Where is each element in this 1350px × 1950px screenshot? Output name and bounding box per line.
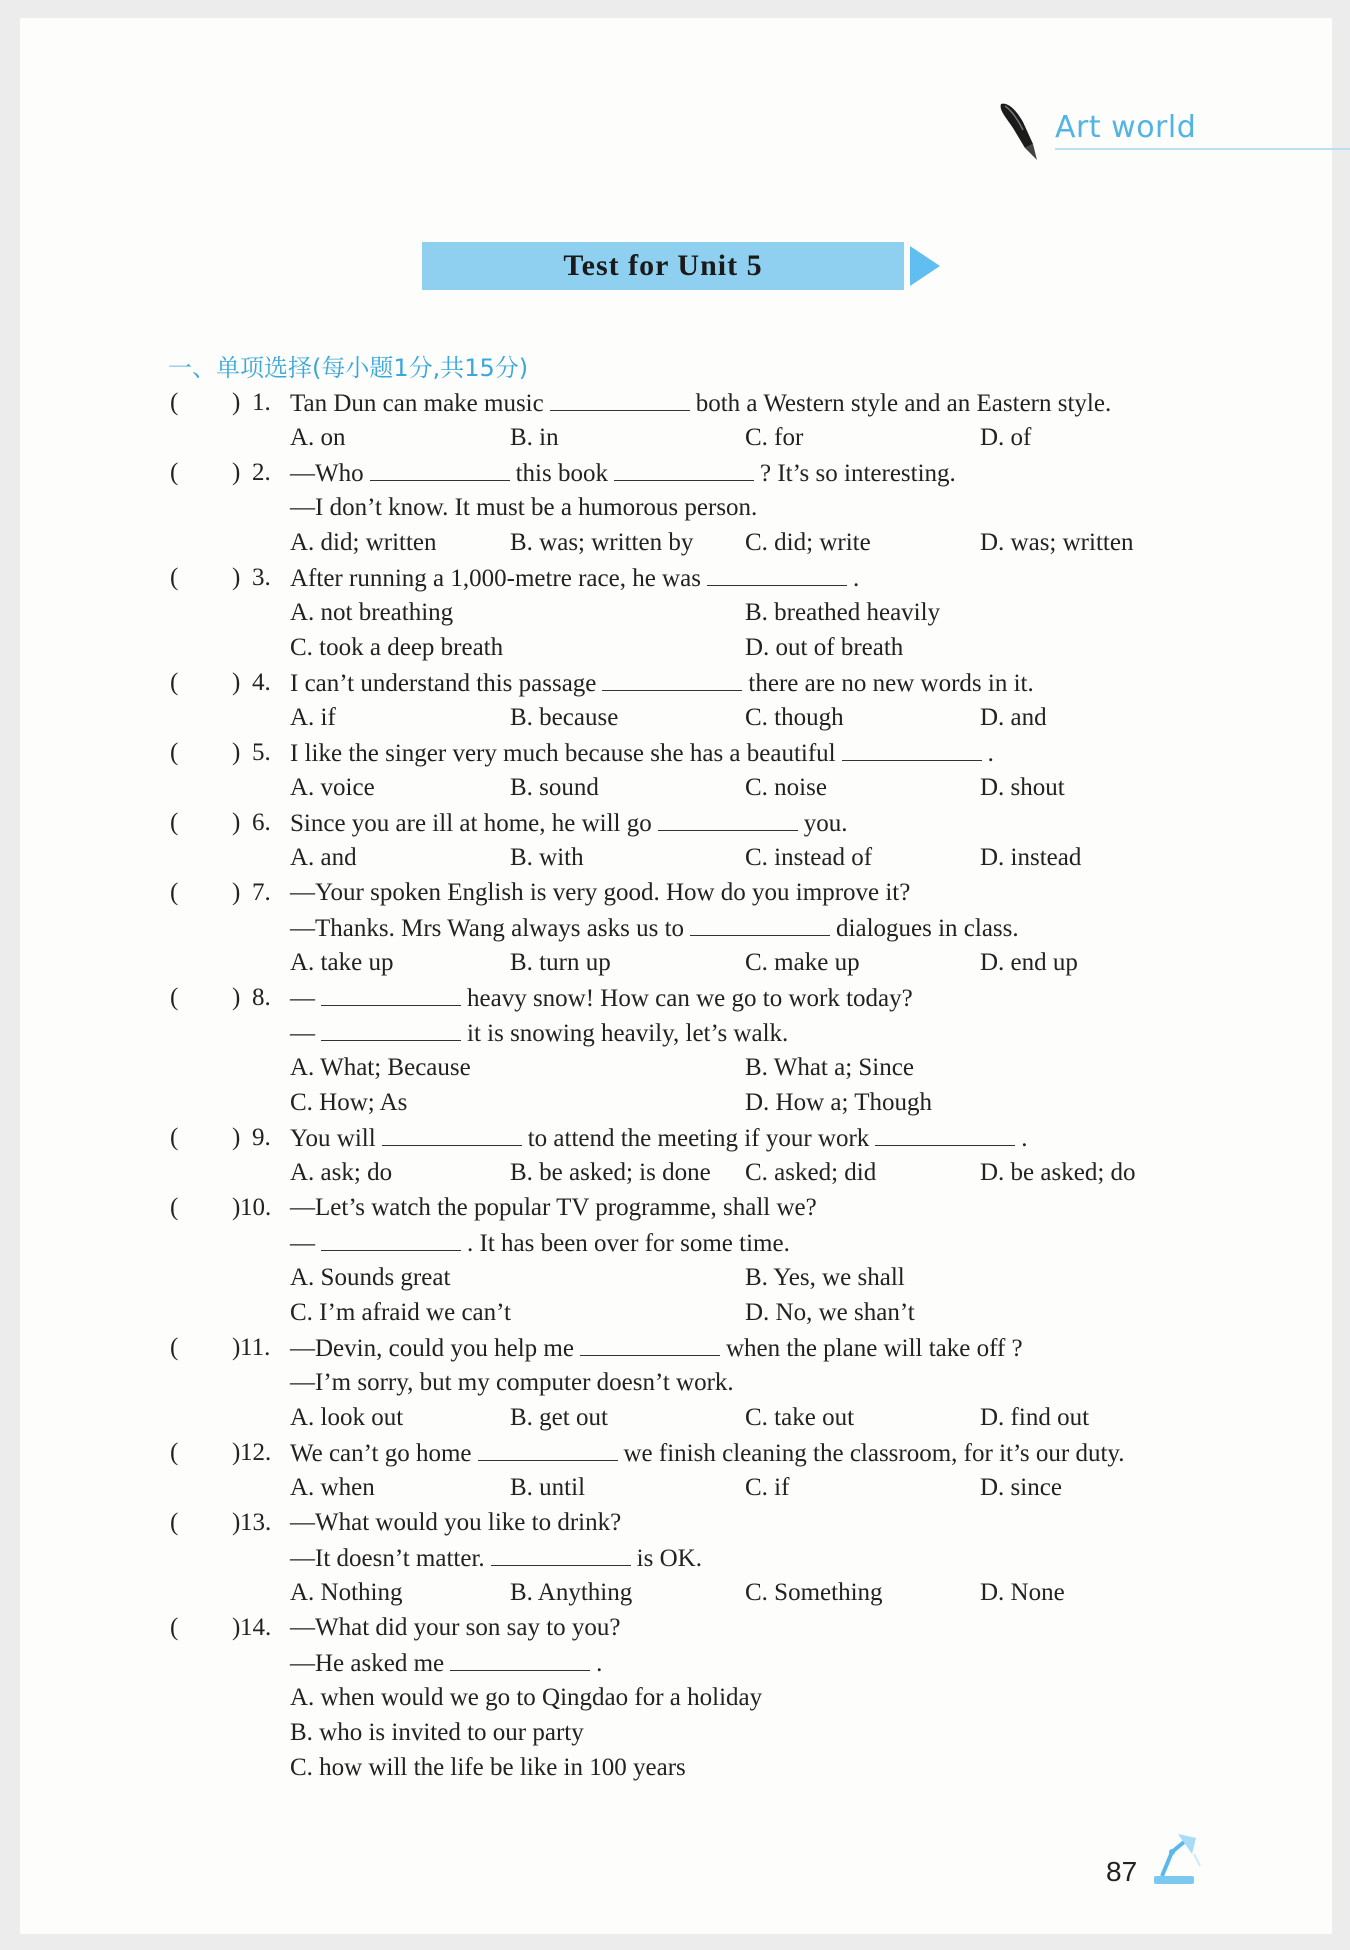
stem-text: We can’t go home bbox=[290, 1440, 472, 1467]
stem-text: I like the singer very much because she has a beautiful bbox=[290, 740, 836, 767]
question-number: 9. bbox=[252, 1124, 271, 1151]
question-number: 8. bbox=[252, 984, 271, 1011]
stem-text: —Your spoken English is very good. How do you improve it? bbox=[290, 879, 911, 906]
answer-blank[interactable] bbox=[321, 1228, 461, 1251]
banner-arrow-icon bbox=[910, 246, 940, 286]
option-choice[interactable]: A. did; written bbox=[290, 529, 437, 556]
option-choice[interactable]: C. I’m afraid we can’t bbox=[290, 1299, 511, 1326]
option-choice[interactable]: C. Something bbox=[745, 1579, 883, 1606]
option-choice[interactable]: B. was; written by bbox=[510, 529, 694, 556]
test-title: Test for Unit 5 bbox=[563, 249, 763, 282]
stem-text: ? It’s so interesting. bbox=[759, 460, 956, 487]
answer-blank[interactable] bbox=[491, 1543, 631, 1566]
answer-bracket-open: ( bbox=[170, 1334, 179, 1361]
question-number: 5. bbox=[252, 739, 271, 766]
answer-bracket-open: ( bbox=[170, 1194, 179, 1221]
option-choice[interactable]: A. voice bbox=[290, 774, 375, 801]
question-number: 6. bbox=[252, 809, 271, 836]
stem-text: — bbox=[290, 985, 315, 1012]
option-choice[interactable]: C. if bbox=[745, 1474, 790, 1501]
option-choice[interactable]: B. breathed heavily bbox=[745, 599, 941, 626]
answer-bracket-close: ) bbox=[232, 809, 241, 836]
option-choice[interactable]: D. be asked; do bbox=[980, 1159, 1136, 1186]
question-stem bbox=[290, 1193, 817, 1223]
option-choice[interactable]: C. did; write bbox=[745, 529, 871, 556]
answer-blank[interactable] bbox=[707, 563, 847, 586]
option-choice[interactable]: B. What a; Since bbox=[745, 1054, 914, 1081]
option-choice[interactable]: C. noise bbox=[745, 774, 827, 801]
answer-bracket-open: ( bbox=[170, 1124, 179, 1151]
answer-bracket-close: ) bbox=[232, 389, 241, 416]
stem-text: there are no new words in it. bbox=[748, 670, 1034, 697]
answer-blank[interactable] bbox=[842, 738, 982, 761]
unit-header bbox=[995, 100, 1350, 170]
option-choice[interactable]: B. because bbox=[510, 704, 619, 731]
answer-bracket-close: ) bbox=[232, 879, 241, 906]
stem-text: this book bbox=[515, 460, 608, 487]
option-choice[interactable]: A. take up bbox=[290, 949, 394, 976]
option-choice[interactable]: D. shout bbox=[980, 774, 1065, 801]
question-stem bbox=[290, 808, 847, 839]
dialogue-text: dialogues in class. bbox=[836, 915, 1019, 942]
unit-title: Art world bbox=[1055, 110, 1197, 145]
option-choice[interactable]: C. make up bbox=[745, 949, 860, 976]
question-stem bbox=[290, 668, 1034, 699]
option-choice[interactable]: B. Anything bbox=[510, 1579, 633, 1606]
answer-bracket-open: ( bbox=[170, 564, 179, 591]
question-stem bbox=[290, 1333, 1023, 1364]
lamp-icon bbox=[1148, 1828, 1208, 1888]
dialogue-text: —It doesn’t matter. bbox=[290, 1545, 485, 1572]
option-choice[interactable]: B. turn up bbox=[510, 949, 611, 976]
question-number: 3. bbox=[252, 564, 271, 591]
stem-text: when the plane will take off ? bbox=[725, 1335, 1023, 1362]
option-choice[interactable]: C. take out bbox=[745, 1404, 855, 1431]
answer-bracket-close: ) bbox=[232, 739, 241, 766]
question-stem bbox=[290, 458, 956, 489]
question-number: 4. bbox=[252, 669, 271, 696]
option-choice[interactable]: D. How a; Though bbox=[745, 1089, 933, 1116]
answer-bracket-close: ) bbox=[232, 984, 241, 1011]
answer-blank[interactable] bbox=[602, 668, 742, 691]
answer-bracket-close: ) bbox=[232, 669, 241, 696]
dialogue-text: —I don’t know. It must be a humorous person. bbox=[290, 494, 758, 521]
dialogue-text: it is snowing heavily, let’s walk. bbox=[467, 1020, 789, 1047]
question-dialogue bbox=[290, 1648, 602, 1679]
stem-text: Tan Dun can make music bbox=[290, 390, 544, 417]
stem-text: You will bbox=[290, 1125, 376, 1152]
stem-text: —What would you like to drink? bbox=[290, 1509, 622, 1536]
answer-blank[interactable] bbox=[450, 1648, 590, 1671]
option-choice[interactable]: D. out of breath bbox=[745, 634, 904, 661]
option-choice[interactable]: D. since bbox=[980, 1474, 1062, 1501]
stem-text: we finish cleaning the classroom, for it’s our duty. bbox=[623, 1440, 1125, 1467]
answer-bracket-close: ) bbox=[232, 1614, 241, 1641]
stem-text: —Let’s watch the popular TV programme, shall we? bbox=[290, 1194, 817, 1221]
question-number: 14. bbox=[240, 1614, 272, 1641]
answer-blank[interactable] bbox=[614, 458, 754, 481]
answer-bracket-open: ( bbox=[170, 984, 179, 1011]
answer-bracket-open: ( bbox=[170, 1509, 179, 1536]
option-choice[interactable]: A. and bbox=[290, 844, 357, 871]
answer-bracket-close: ) bbox=[232, 459, 241, 486]
option-choice[interactable]: D. No, we shan’t bbox=[745, 1299, 915, 1326]
answer-bracket-open: ( bbox=[170, 879, 179, 906]
answer-blank[interactable] bbox=[382, 1123, 522, 1146]
question-number: 12. bbox=[240, 1439, 272, 1466]
answer-blank[interactable] bbox=[321, 983, 461, 1006]
answer-blank[interactable] bbox=[658, 808, 798, 831]
question-dialogue bbox=[290, 1543, 702, 1574]
answer-bracket-open: ( bbox=[170, 1614, 179, 1641]
answer-blank[interactable] bbox=[690, 913, 830, 936]
banner-bar bbox=[422, 242, 904, 290]
option-choice[interactable]: D. end up bbox=[980, 949, 1078, 976]
stem-text: heavy snow! How can we go to work today? bbox=[467, 985, 913, 1012]
workbook-page bbox=[20, 18, 1332, 1934]
header-divider bbox=[1055, 148, 1350, 150]
option-choice[interactable]: C. how will the life be like in 100 years bbox=[290, 1754, 686, 1781]
option-choice[interactable]: A. if bbox=[290, 704, 336, 731]
question-stem bbox=[290, 1438, 1125, 1469]
option-choice[interactable]: D. of bbox=[980, 424, 1032, 451]
question-number: 1. bbox=[252, 389, 271, 416]
option-choice[interactable]: C. though bbox=[745, 704, 844, 731]
stem-text: . bbox=[987, 740, 994, 767]
stem-text: both a Western style and an Eastern style. bbox=[695, 390, 1112, 417]
option-choice[interactable]: D. was; written bbox=[980, 529, 1134, 556]
answer-blank[interactable] bbox=[370, 458, 510, 481]
option-choice[interactable]: B. who is invited to our party bbox=[290, 1719, 584, 1746]
answer-bracket-close: ) bbox=[232, 1334, 241, 1361]
question-dialogue bbox=[290, 1228, 790, 1259]
stem-text: —What did your son say to you? bbox=[290, 1614, 621, 1641]
dialogue-text: is OK. bbox=[636, 1545, 702, 1572]
option-choice[interactable]: A. on bbox=[290, 424, 346, 451]
dialogue-text: . bbox=[596, 1650, 603, 1677]
option-choice[interactable]: A. when bbox=[290, 1474, 375, 1501]
dialogue-text: — bbox=[290, 1020, 315, 1047]
option-choice[interactable]: A. Nothing bbox=[290, 1579, 403, 1606]
question-number: 11. bbox=[240, 1334, 271, 1361]
option-choice[interactable]: B. sound bbox=[510, 774, 599, 801]
dialogue-text: . It has been over for some time. bbox=[467, 1230, 790, 1257]
dialogue-text: —Thanks. Mrs Wang always asks us to bbox=[290, 915, 685, 942]
option-choice[interactable]: A. look out bbox=[290, 1404, 404, 1431]
option-choice[interactable]: A. not breathing bbox=[290, 599, 454, 626]
option-choice[interactable]: D. and bbox=[980, 704, 1047, 731]
pen-icon bbox=[995, 100, 1041, 166]
answer-bracket-open: ( bbox=[170, 739, 179, 766]
question-dialogue bbox=[290, 493, 757, 523]
stem-text: After running a 1,000-metre race, he was bbox=[290, 565, 701, 592]
option-choice[interactable]: A. when would we go to Qingdao for a holiday bbox=[290, 1684, 763, 1711]
question-dialogue bbox=[290, 1018, 788, 1049]
question-stem bbox=[290, 1508, 621, 1538]
question-stem bbox=[290, 878, 910, 908]
question-stem bbox=[290, 983, 913, 1014]
option-choice[interactable]: B. get out bbox=[510, 1404, 608, 1431]
dialogue-text: — bbox=[290, 1230, 315, 1257]
stem-text: . bbox=[1021, 1125, 1028, 1152]
question-stem bbox=[290, 388, 1111, 419]
dialogue-text: —I’m sorry, but my computer doesn’t work. bbox=[290, 1369, 734, 1396]
option-choice[interactable]: B. until bbox=[510, 1474, 586, 1501]
option-choice[interactable]: B. Yes, we shall bbox=[745, 1264, 905, 1291]
answer-bracket-close: ) bbox=[232, 564, 241, 591]
stem-text: I can’t understand this passage bbox=[290, 670, 597, 697]
option-choice[interactable]: A. What; Because bbox=[290, 1054, 471, 1081]
test-title-banner bbox=[422, 242, 942, 296]
option-choice[interactable]: A. ask; do bbox=[290, 1159, 393, 1186]
option-choice[interactable]: B. with bbox=[510, 844, 584, 871]
answer-bracket-close: ) bbox=[232, 1124, 241, 1151]
question-number: 13. bbox=[240, 1509, 272, 1536]
answer-bracket-close: ) bbox=[232, 1194, 241, 1221]
answer-bracket-open: ( bbox=[170, 669, 179, 696]
option-choice[interactable]: C. asked; did bbox=[745, 1159, 877, 1186]
answer-blank[interactable] bbox=[875, 1123, 1015, 1146]
answer-bracket-close: ) bbox=[232, 1439, 241, 1466]
answer-bracket-open: ( bbox=[170, 1439, 179, 1466]
option-choice[interactable]: D. None bbox=[980, 1579, 1065, 1606]
option-choice[interactable]: C. How; As bbox=[290, 1089, 408, 1116]
question-number: 2. bbox=[252, 459, 271, 486]
page-number: 87 bbox=[1106, 1856, 1138, 1887]
option-choice[interactable]: D. instead bbox=[980, 844, 1082, 871]
stem-text: Since you are ill at home, he will go bbox=[290, 810, 652, 837]
question-stem bbox=[290, 563, 859, 594]
question-number: 7. bbox=[252, 879, 271, 906]
option-choice[interactable]: C. took a deep breath bbox=[290, 634, 504, 661]
stem-text: —Who bbox=[290, 460, 364, 487]
section-heading: 一、单项选择(每小题1分,共15分) bbox=[168, 354, 529, 382]
option-choice[interactable]: C. for bbox=[745, 424, 804, 451]
answer-bracket-close: ) bbox=[232, 1509, 241, 1536]
question-number: 10. bbox=[240, 1194, 272, 1221]
option-choice[interactable]: C. instead of bbox=[745, 844, 873, 871]
answer-blank[interactable] bbox=[321, 1018, 461, 1041]
question-stem bbox=[290, 1123, 1028, 1154]
option-choice[interactable]: D. find out bbox=[980, 1404, 1090, 1431]
question-stem bbox=[290, 738, 994, 769]
stem-text: you. bbox=[803, 810, 848, 837]
answer-bracket-open: ( bbox=[170, 459, 179, 486]
option-choice[interactable]: B. be asked; is done bbox=[510, 1159, 711, 1186]
question-dialogue bbox=[290, 1368, 734, 1398]
stem-text: to attend the meeting if your work bbox=[527, 1125, 870, 1152]
option-choice[interactable]: A. Sounds great bbox=[290, 1264, 451, 1291]
dialogue-text: —He asked me bbox=[290, 1650, 445, 1677]
question-dialogue bbox=[290, 913, 1019, 944]
option-choice[interactable]: B. in bbox=[510, 424, 559, 451]
answer-blank[interactable] bbox=[550, 388, 690, 411]
answer-bracket-open: ( bbox=[170, 809, 179, 836]
question-stem bbox=[290, 1613, 621, 1643]
answer-bracket-open: ( bbox=[170, 389, 179, 416]
answer-blank[interactable] bbox=[478, 1438, 618, 1461]
answer-blank[interactable] bbox=[580, 1333, 720, 1356]
stem-text: —Devin, could you help me bbox=[290, 1335, 574, 1362]
stem-text: . bbox=[852, 565, 860, 592]
